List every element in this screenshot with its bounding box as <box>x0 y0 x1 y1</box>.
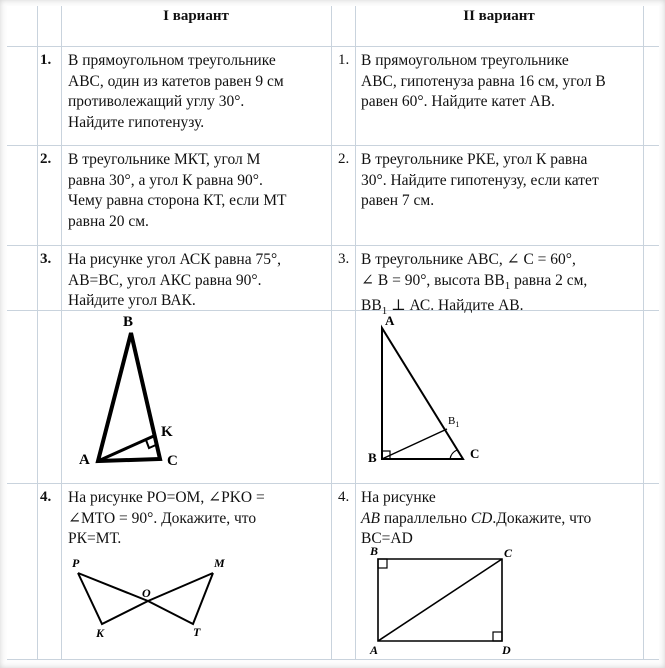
figure-quadrilateral-v2 <box>356 545 643 659</box>
row-divider <box>7 483 659 484</box>
task-number-v2: 4. <box>338 489 350 505</box>
task-text-v2: В треугольнике РКЕ, угол К равна 30°. Найдите гипотенузу, если катет равен 7 см. <box>361 151 599 209</box>
triangle-abc <box>382 328 463 459</box>
label-b: B <box>123 314 134 330</box>
row-divider <box>7 659 659 660</box>
task-text-v1: На рисунке РО=ОМ, ∠PKO = ∠MTO = 90°. Докажите, что РК=МТ. <box>68 489 265 547</box>
angle-c-arc <box>450 450 457 459</box>
label-a: A <box>79 452 90 468</box>
altitude-ak <box>98 435 156 461</box>
label-d: D <box>502 643 511 657</box>
label-o: O <box>142 586 151 600</box>
task-text-v1: В прямоугольном треугольнике АВС, один из катетов равен 9 см противолежащий углу 30°. Найдите гипотенузу. <box>68 52 284 131</box>
figure-right-triangle-v2 <box>356 311 643 483</box>
task-number-v1: 2. <box>40 151 52 167</box>
task-text-v1: В треугольнике МКТ, угол М равна 30°, а угол К равна 90°. Чему равна сторона КТ, если МТ равна 20 см. <box>68 151 287 230</box>
task-text-v2: В треугольнике АВС, ∠ С = 60°, ∠ В = 90°, высота $ВВ_1$ равна 2 см, $ВВ_1$ ⊥ АС. Найдите АВ. <box>361 251 588 318</box>
label-c: C <box>504 546 513 560</box>
task-number-v2: 2. <box>338 151 350 167</box>
table-border-right <box>643 6 644 660</box>
task-number-v1: 1. <box>40 52 52 68</box>
task-number-v2: 1. <box>338 52 350 68</box>
label-m: M <box>214 556 225 570</box>
label-c: C <box>167 453 178 469</box>
task-number-v1: 3. <box>40 251 52 267</box>
label-p: P <box>72 556 80 570</box>
header-variant-2: II вариант <box>463 8 535 24</box>
row-divider <box>7 46 659 47</box>
label-b: B <box>368 450 377 465</box>
task-text-v2: На рисунке AB параллельно CD.Докажите, что ВС=АD <box>361 489 592 547</box>
label-b1: $B_1$ <box>448 415 460 429</box>
figure-triangle-abc-v1 <box>62 311 330 483</box>
table-border-center <box>331 6 332 660</box>
label-a: A <box>370 643 379 657</box>
label-b: B <box>370 545 379 558</box>
row-divider <box>7 145 659 146</box>
right-angle-mark-d <box>493 632 502 641</box>
label-k: K <box>96 626 105 640</box>
table-border-left <box>37 6 38 660</box>
triangle-abc <box>98 333 160 461</box>
label-k: K <box>161 424 173 440</box>
diagonal-ac <box>378 559 502 641</box>
task-number-v2: 3. <box>338 251 350 267</box>
label-a: A <box>385 313 395 328</box>
row-divider <box>7 245 659 246</box>
height-bb1 <box>382 429 447 459</box>
figure-bowtie-v1 <box>62 545 330 655</box>
header-variant-1: I вариант <box>163 8 229 24</box>
task-text-v1: На рисунке угол АСК равна 75°, АВ=ВС, угол АКС равна 90°. Найдите угол ВАК. <box>68 251 282 309</box>
task-text-v2: В прямоугольном треугольнике АВС, гипотенуза равна 16 см, угол В равен 60°. Найдите катет АВ. <box>361 52 606 110</box>
right-angle-mark-b <box>378 559 387 568</box>
task-number-v1: 4. <box>40 489 52 505</box>
label-t: T <box>193 625 201 639</box>
label-c: C <box>470 446 480 461</box>
